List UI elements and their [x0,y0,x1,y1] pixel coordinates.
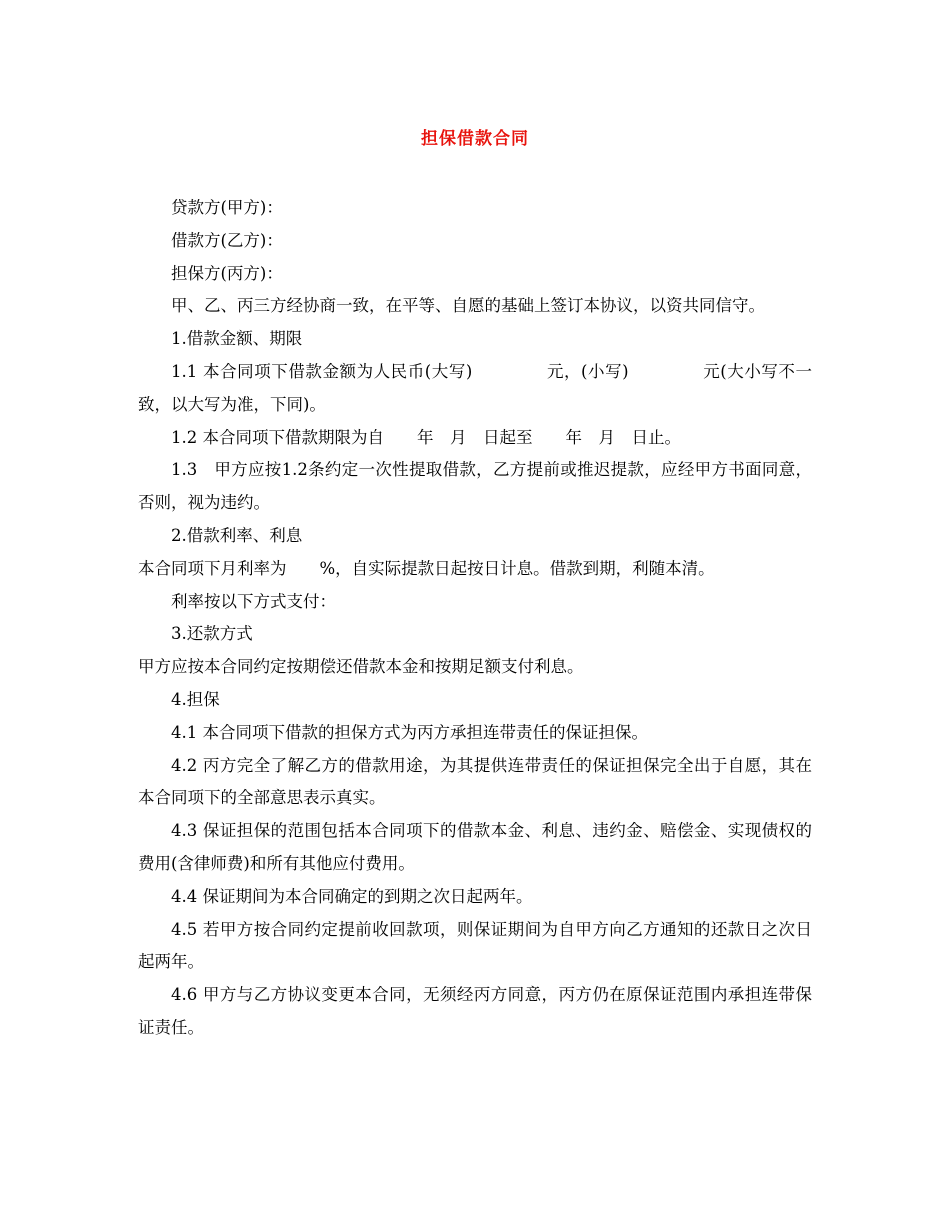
body-paragraph: 4.4 保证期间为本合同确定的到期之次日起两年。 [171,886,533,906]
body-paragraph: 4.2 丙方完全了解乙方的借款用途，为其提供连带责任的保证担保完全出于自愿，其在本合同项下的全部意思表示真实。 [138,755,812,808]
body-paragraph: 利率按以下方式支付： [171,591,336,611]
body-paragraph: 1.1 本合同项下借款金额为人民币(大写) 元，(小写) 元(大小写不一致，以大写为准，下同)。 [138,361,812,414]
body-paragraph: 3.还款方式 [171,624,253,644]
body-paragraph: 甲、乙、丙三方经协商一致，在平等、自愿的基础上签订本协议，以资共同信守。 [171,296,765,316]
body-paragraph: 4.担保 [171,689,220,709]
body-paragraph: 贷款方(甲方)： [171,198,283,217]
document-body [138,192,812,1045]
body-paragraph: 1.借款金额、期限 [171,329,303,349]
body-paragraph: 担保方(丙方)： [171,263,283,283]
body-paragraph: 甲方应按本合同约定按期偿还借款本金和按期足额支付利息。 [138,657,584,677]
body-paragraph: 借款方(乙方)： [171,230,283,250]
body-paragraph: 4.3 保证担保的范围包括本合同项下的借款本金、利息、违约金、赔偿金、实现债权的费用(含律师费)和所有其他应付费用。 [138,821,812,873]
body-paragraph: 4.1 本合同项下借款的担保方式为丙方承担连带责任的保证担保。 [171,722,648,742]
body-paragraph: 1.3 甲方应按1.2条约定一次性提取借款，乙方提前或推迟提款，应经甲方书面同意，否则，视为违约。 [138,460,812,513]
body-paragraph: 4.6 甲方与乙方协议变更本合同，无须经丙方同意，丙方仍在原保证范围内承担连带保证责任。 [138,985,812,1037]
document-title: 担保借款合同 [421,129,529,149]
body-paragraph: 1.2 本合同项下借款期限为自 年 月 日起至 年 月 日止。 [171,427,681,447]
body-paragraph: 4.5 若甲方按合同约定提前收回款项，则保证期间为自甲方向乙方通知的还款日之次日起两年。 [138,919,812,972]
body-paragraph: 2.借款利率、利息 [171,525,303,545]
body-paragraph: 本合同项下月利率为 %，自实际提款日起按日计息。借款到期，利随本清。 [138,558,715,578]
